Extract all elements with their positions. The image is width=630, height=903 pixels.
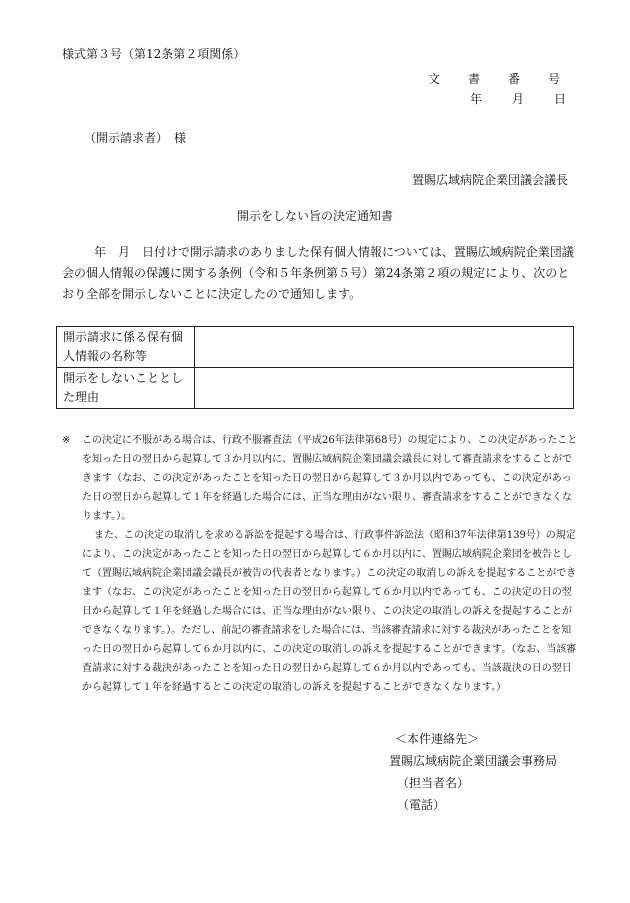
note-mark: ※ [62,435,71,446]
contact-person: （担当者名） [397,776,470,790]
requester-addressee: （開示請求者） 様 [84,131,187,145]
table-row [57,368,574,409]
table-value [195,368,574,409]
table-label: 開示をしないこととした理由 [57,368,195,409]
contact-block [389,728,557,816]
contact-heading: ＜本件連絡先＞ [395,732,480,746]
document-number: 文 書 番 号 [427,72,568,86]
contact-office: 置賜広域病院企業団議会事務局 [389,754,558,768]
info-table [56,326,574,409]
body-paragraph: 年 月 日付けで開示請求のありました保有個人情報については、置賜広域病院企業団議会の個人情報の保護に関する条例（令和５年条例第５号）第24条第２項の規定により、次のとおり全部を開示しないことに決定したので通知します。 [62,245,574,301]
form-number: 様式第３号（第12条第２項関係） [62,47,246,61]
note-appeal [62,431,580,526]
date-line: 年 月 日 [469,92,568,106]
document-title: 開示をしない旨の決定通知書 [236,209,393,223]
table-value [195,327,574,368]
note-appeal-text: この決定に不服がある場合は、行政不服審査法（平成26年法律第68号）の規定により、この決定があったことを知った日の翌日から起算して３か月以内に、置賜広域病院企業団議会議長に対して審査請求をすることができます（なお、この決定があったことを知った日の翌日から起算して３か月以内であっても、この決定があった日の翌日から起算して１年を経過した場合には、正当な理由がない限り、審査請求をすることができなくなります。）。 [82,435,578,522]
table-row [57,327,574,368]
issuer-name: 置賜広域病院企業団議会議長 [411,173,568,187]
notes-section [62,431,580,697]
contact-phone: （電話） [397,798,446,812]
table-label: 開示請求に係る保有個人情報の名称等 [57,327,195,368]
note-lawsuit: また、この決定の取消しを求める訴訟を提起する場合は、行政事件訴訟法（昭和37年法律第139号）の規定により、この決定があったことを知った日の翌日から起算して６か月以内に、置賜広域病院企業団を被告として（置賜広域病院企業団議会議長が被告の代表者となります。）この決定の取消しの訴えを提起することができます（なお、この決定があったことを知った日の翌日から起算して６か月以内であっても、この決定の日の翌日から起算して１年を経過した場合には、正当な理由がない限り、この決定の取消しの訴えを提起することができなくなります。）。ただし、前記の審査請求をした場合には、当該審査請求に対する裁決があったことを知った日の翌日から起算して６か月以内に、この決定の取消しの訴えを提起することができます。（なお、当該審査請求に対する裁決があったことを知った日の翌日から起算して６か月以内であっても、当該裁決の日の翌日から起算して１年を経過するとこの決定の取消しの訴えを提起することができなくなります。） [82,530,577,693]
